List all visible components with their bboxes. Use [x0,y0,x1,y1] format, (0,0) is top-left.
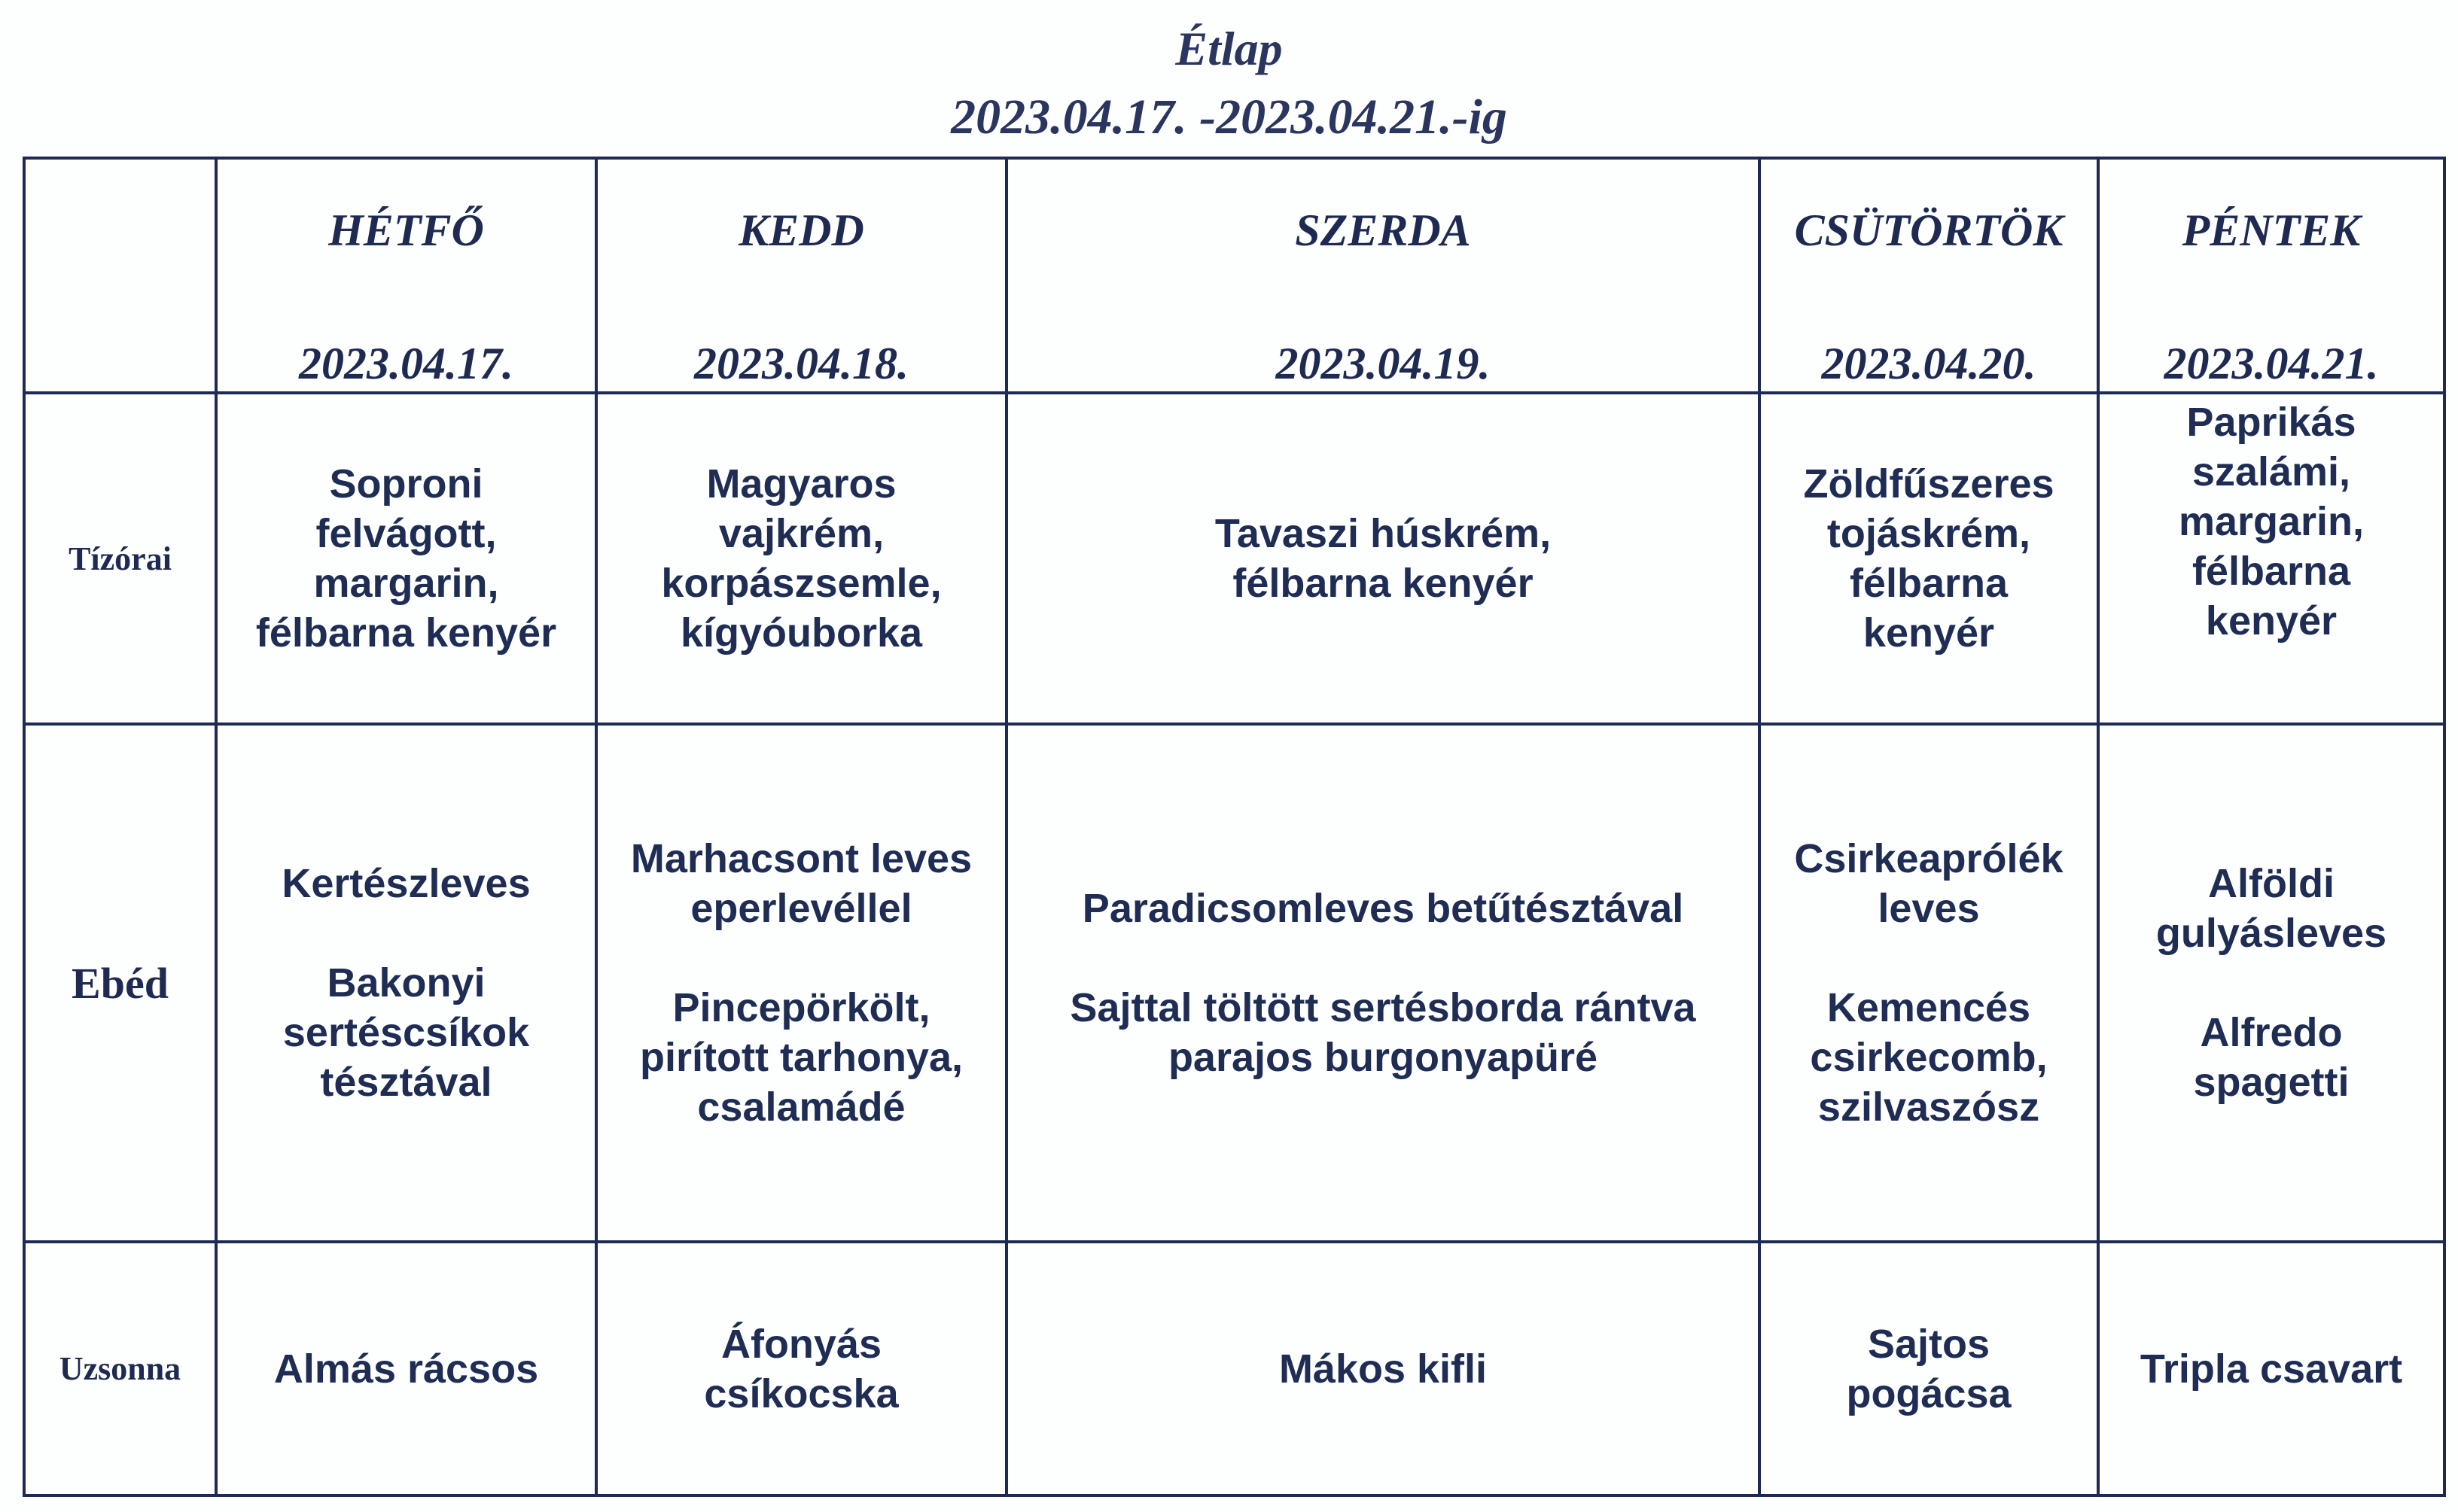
dish-line: margarin, [313,561,499,606]
dish-line: Mákos kifli [1278,1346,1488,1392]
day-name: SZERDA [1295,205,1471,255]
meal-cell [596,724,1007,1242]
dish-line: félbarna kenyér [255,610,557,656]
dish-line: kenyér [2205,598,2338,643]
dish-line: csalamádé [697,1085,906,1130]
meal-cell [1007,393,1759,724]
weekly-menu-table [23,157,2446,1497]
dish-line: szilvaszósz [1817,1085,2040,1130]
day-header-wednesday [1007,158,1759,393]
row-label-tizorai: Tízórai [24,393,216,724]
dish-line: kenyér [1863,610,1995,656]
dish-line: margarin, [2178,499,2365,544]
day-date: 2023.04.21. [2164,339,2379,388]
day-name: PÉNTEK [2182,205,2361,255]
dish-line: Zöldfűszeres [1803,461,2054,507]
meal-cell [1759,393,2098,724]
dish-line: félbarna [2191,549,2351,594]
dish-line: Marhacsont leves [630,836,973,881]
dish-line: tojáskrém, [1826,511,2031,556]
dish-line: felvágott, [315,511,497,556]
dish-line: kígyóuborka [680,610,923,656]
dish-line: spagetti [2193,1060,2350,1105]
line-gap [218,908,595,958]
day-date: 2023.04.19. [1275,339,1491,388]
meal-cell [1759,1242,2098,1495]
dish-line: leves [1878,886,1980,931]
dish-line: Paprikás [2186,400,2356,445]
dish-line: Kemencés [1826,985,2031,1030]
dish-line: Kertészleves [282,861,531,906]
dish-line: félbarna [1849,561,2009,606]
dish-line: Tripla csavart [2140,1346,2403,1392]
line-gap [2100,958,2443,1008]
meal-cell [2098,724,2444,1242]
row-label-ebed: Ebéd [24,724,216,1242]
dish-line: Sajtos [1867,1321,1990,1367]
meal-cell [216,393,596,724]
meal-cell [2098,393,2444,724]
line-gap [598,933,1005,983]
dish-line: Almás rácsos [273,1346,539,1392]
day-date: 2023.04.20. [1821,339,2036,388]
dish-line: gulyásleves [2155,911,2387,956]
day-header-tuesday [596,158,1007,393]
dish-line: Alföldi [2208,861,2335,906]
dish-line: Paradicsomleves betűtésztával [1082,886,1684,931]
day-name: CSÜTÖRTÖK [1794,205,2064,255]
row-label-uzsonna: Uzsonna [24,1242,216,1495]
day-date: 2023.04.18. [694,339,909,388]
dish-line: Sajttal töltött sertésborda rántva [1070,985,1696,1030]
dish-line: Tavaszi húskrém, [1214,511,1552,556]
line-gap [1761,933,2097,983]
dish-line: pirított tarhonya, [640,1035,963,1080]
dish-line: vajkrém, [718,511,885,556]
dish-line: Magyaros [706,461,897,507]
uzsonna-row [24,1242,2444,1495]
date-range: 2023.04.17. -2023.04.21.-ig [951,90,1507,145]
dish-line: csirkecomb, [1810,1035,2048,1080]
day-header-monday [216,158,596,393]
meal-cell [1759,724,2098,1242]
day-name: KEDD [739,205,864,255]
dish-line: Csirkeaprólék [1794,836,2064,881]
corner-cell [24,158,216,393]
dish-line: csíkocska [704,1371,899,1416]
ebed-row [24,724,2444,1242]
dish-line: eperlevéllel [690,886,912,931]
dish-line: Áfonyás [720,1321,882,1367]
line-gap [1008,933,1758,983]
header-row [24,158,2444,393]
meal-cell [2098,1242,2444,1495]
meal-cell [216,1242,596,1495]
dish-line: szalámi, [2191,449,2351,494]
meal-cell [596,1242,1007,1495]
dish-line: félbarna kenyér [1232,561,1534,606]
day-name: HÉTFŐ [328,205,484,255]
dish-line: Alfredo [2200,1010,2343,1055]
dish-line: pogácsa [1846,1371,2012,1416]
day-date: 2023.04.17. [299,339,513,388]
meal-cell [1007,1242,1759,1495]
day-header-thursday [1759,158,2098,393]
tizorai-row [24,393,2444,724]
day-header-friday [2098,158,2444,393]
dish-line: sertéscsíkok [282,1010,530,1055]
dish-line: korpászsemle, [661,561,942,606]
menu-title: Étlap [1175,22,1283,75]
dish-line: parajos burgonyapüré [1168,1035,1598,1080]
meal-cell [216,724,596,1242]
dish-line: Bakonyi [327,960,486,1005]
dish-line: Pincepörkölt, [672,985,931,1030]
dish-line: tésztával [320,1060,492,1105]
meal-cell [1007,724,1759,1242]
meal-cell [596,393,1007,724]
dish-line: Soproni [329,461,483,507]
